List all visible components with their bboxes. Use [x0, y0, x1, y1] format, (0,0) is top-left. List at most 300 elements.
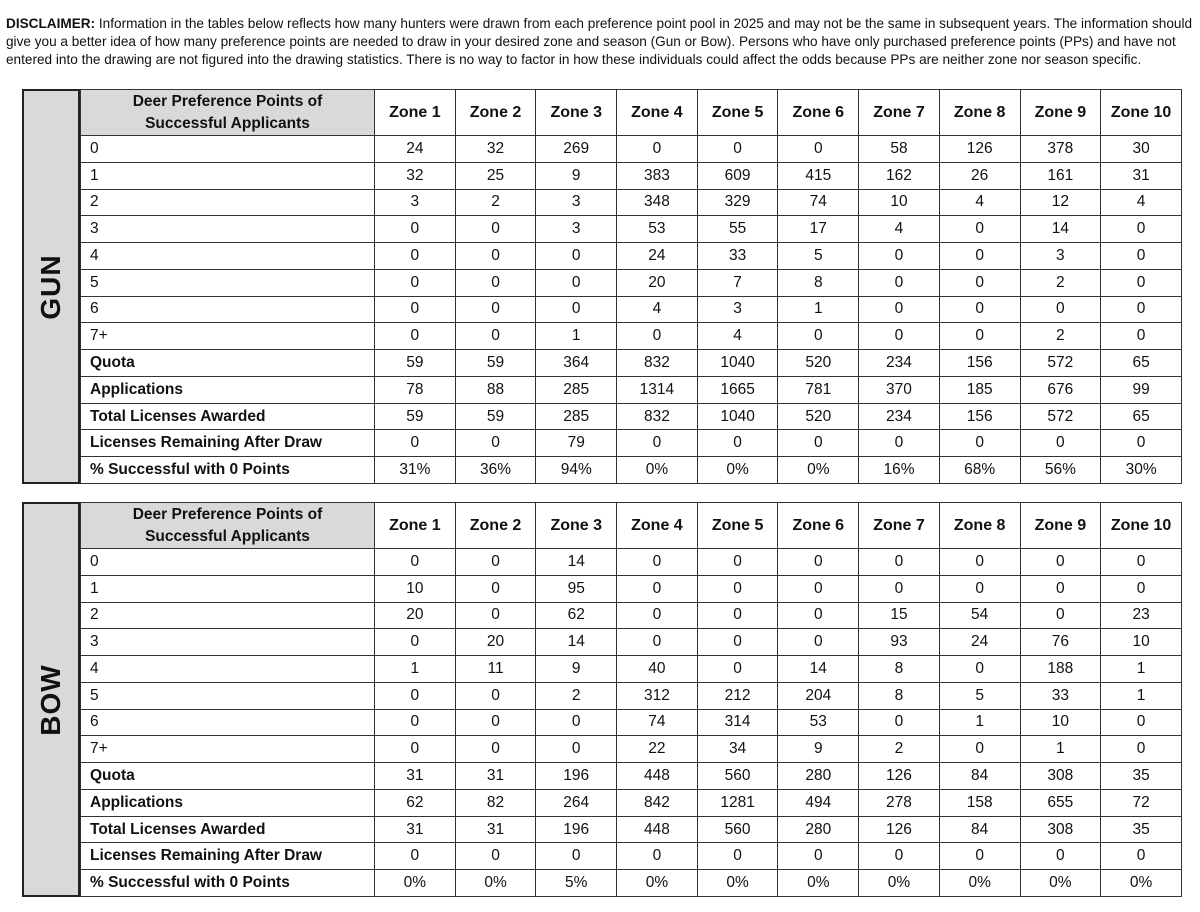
table-cell: 14: [778, 656, 859, 683]
table-cell: 0: [1020, 430, 1101, 457]
table-cell: 0: [939, 323, 1020, 350]
table-cell: 156: [939, 350, 1020, 377]
row-label: Total Licenses Awarded: [81, 816, 375, 843]
table-cell: 0: [375, 216, 456, 243]
table-cell: 0%: [778, 457, 859, 484]
table-cell: 93: [859, 629, 940, 656]
header-label-cell: [81, 90, 375, 136]
table-cell: 0: [1020, 602, 1101, 629]
table-header-row: [81, 503, 1182, 549]
zone-header: Zone 5: [697, 503, 778, 549]
row-label: Total Licenses Awarded: [81, 403, 375, 430]
table-cell: 65: [1101, 350, 1182, 377]
table-cell: 10: [859, 189, 940, 216]
table-cell: 36%: [455, 457, 536, 484]
table-cell: 0: [617, 843, 698, 870]
table-cell: 3: [536, 189, 617, 216]
table-cell: 0: [455, 296, 536, 323]
table-cell: 4: [1101, 189, 1182, 216]
table-row: [81, 656, 1182, 683]
table-cell: 0: [617, 430, 698, 457]
table-cell: 0: [617, 575, 698, 602]
row-label: 2: [81, 189, 375, 216]
table-cell: 0: [778, 843, 859, 870]
table-header-row: [81, 90, 1182, 136]
table-cell: 0: [617, 602, 698, 629]
table-cell: 278: [859, 789, 940, 816]
table-row: [81, 843, 1182, 870]
table-cell: 59: [455, 350, 536, 377]
table-row: [81, 763, 1182, 790]
table-cell: 33: [1020, 682, 1101, 709]
table-cell: 0: [939, 243, 1020, 270]
table-cell: 2: [455, 189, 536, 216]
table-cell: 0: [455, 323, 536, 350]
table-cell: 0%: [375, 870, 456, 897]
table-cell: 33: [697, 243, 778, 270]
row-label: % Successful with 0 Points: [81, 457, 375, 484]
table-cell: 781: [778, 376, 859, 403]
table-cell: 0: [536, 736, 617, 763]
table-cell: 0: [1020, 549, 1101, 576]
disclaimer-label: DISCLAIMER:: [6, 16, 96, 31]
table-cell: 1040: [697, 403, 778, 430]
table-cell: 68%: [939, 457, 1020, 484]
table-row: [81, 816, 1182, 843]
table-cell: 15: [859, 602, 940, 629]
table-cell: 7: [697, 269, 778, 296]
table-cell: 842: [617, 789, 698, 816]
table-cell: 188: [1020, 656, 1101, 683]
table-cell: 196: [536, 763, 617, 790]
table-cell: 0: [375, 323, 456, 350]
table-cell: 158: [939, 789, 1020, 816]
table-cell: 0: [859, 430, 940, 457]
table-cell: 308: [1020, 816, 1101, 843]
table-cell: 832: [617, 403, 698, 430]
table-cell: 95: [536, 575, 617, 602]
table-row: [81, 575, 1182, 602]
table-cell: 0: [939, 549, 1020, 576]
table-cell: 0: [1101, 575, 1182, 602]
table-cell: 0: [375, 430, 456, 457]
table-cell: 676: [1020, 376, 1101, 403]
table-cell: 161: [1020, 162, 1101, 189]
table-cell: 185: [939, 376, 1020, 403]
zone-header: Zone 1: [375, 503, 456, 549]
table-cell: 0%: [859, 870, 940, 897]
table-cell: 3: [375, 189, 456, 216]
table-cell: 609: [697, 162, 778, 189]
table-cell: 14: [536, 629, 617, 656]
zone-header: Zone 7: [859, 90, 940, 136]
table-cell: 196: [536, 816, 617, 843]
gun-season-text: GUN: [35, 253, 66, 320]
table-cell: 5: [939, 682, 1020, 709]
table-row: [81, 430, 1182, 457]
table-cell: 55: [697, 216, 778, 243]
table-cell: 1: [1101, 656, 1182, 683]
zone-header: Zone 2: [455, 90, 536, 136]
table-cell: 65: [1101, 403, 1182, 430]
table-cell: 378: [1020, 136, 1101, 163]
table-cell: 88: [455, 376, 536, 403]
table-cell: 0: [455, 736, 536, 763]
table-cell: 0: [536, 269, 617, 296]
table-cell: 0: [375, 296, 456, 323]
table-row: [81, 629, 1182, 656]
row-label: Quota: [81, 350, 375, 377]
row-label: 6: [81, 709, 375, 736]
table-cell: 0: [859, 843, 940, 870]
table-cell: 0: [375, 629, 456, 656]
table-cell: 23: [1101, 602, 1182, 629]
zone-header: Zone 10: [1101, 90, 1182, 136]
table-cell: 0: [859, 575, 940, 602]
table-cell: 0%: [617, 457, 698, 484]
table-cell: 34: [697, 736, 778, 763]
table-cell: 1281: [697, 789, 778, 816]
table-cell: 14: [1020, 216, 1101, 243]
table-row: [81, 376, 1182, 403]
table-cell: 59: [455, 403, 536, 430]
table-cell: 1665: [697, 376, 778, 403]
table-cell: 0: [1101, 549, 1182, 576]
table-cell: 0: [697, 843, 778, 870]
table-cell: 234: [859, 403, 940, 430]
table-cell: 84: [939, 763, 1020, 790]
table-cell: 0: [778, 136, 859, 163]
table-cell: 0: [778, 430, 859, 457]
table-cell: 12: [1020, 189, 1101, 216]
table-cell: 31: [455, 763, 536, 790]
header-label-line1: Deer Preference Points of: [132, 92, 323, 110]
table-cell: 560: [697, 763, 778, 790]
table-cell: 0: [859, 269, 940, 296]
table-cell: 0: [1101, 243, 1182, 270]
row-label: Licenses Remaining After Draw: [81, 430, 375, 457]
table-cell: 10: [1101, 629, 1182, 656]
table-cell: 329: [697, 189, 778, 216]
table-cell: 0: [939, 296, 1020, 323]
table-row: [81, 870, 1182, 897]
table-cell: 8: [859, 682, 940, 709]
table-cell: 0: [375, 243, 456, 270]
row-label: 3: [81, 629, 375, 656]
table-cell: 31: [1101, 162, 1182, 189]
table-cell: 16%: [859, 457, 940, 484]
zone-header: Zone 4: [617, 90, 698, 136]
table-cell: 0: [375, 709, 456, 736]
table-cell: 415: [778, 162, 859, 189]
table-cell: 448: [617, 763, 698, 790]
table-cell: 22: [617, 736, 698, 763]
table-cell: 30%: [1101, 457, 1182, 484]
table-cell: 126: [939, 136, 1020, 163]
table-cell: 0: [1101, 843, 1182, 870]
table-cell: 56%: [1020, 457, 1101, 484]
table-cell: 1: [778, 296, 859, 323]
row-label: % Successful with 0 Points: [81, 870, 375, 897]
gun-table-panel: [22, 89, 1182, 484]
row-label: 1: [81, 162, 375, 189]
zone-header: Zone 8: [939, 90, 1020, 136]
table-cell: 2: [536, 682, 617, 709]
table-cell: 31%: [375, 457, 456, 484]
table-cell: 32: [455, 136, 536, 163]
zone-header: Zone 2: [455, 503, 536, 549]
table-cell: 0: [455, 843, 536, 870]
zone-header: Zone 10: [1101, 503, 1182, 549]
table-cell: 0: [697, 656, 778, 683]
table-cell: 494: [778, 789, 859, 816]
table-cell: 4: [859, 216, 940, 243]
table-cell: 0: [1101, 216, 1182, 243]
table-cell: 1: [1101, 682, 1182, 709]
zone-header: Zone 8: [939, 503, 1020, 549]
table-cell: 0%: [939, 870, 1020, 897]
table-cell: 1: [1020, 736, 1101, 763]
row-label: 5: [81, 682, 375, 709]
table-cell: 0%: [1020, 870, 1101, 897]
table-cell: 1: [939, 709, 1020, 736]
table-cell: 370: [859, 376, 940, 403]
table-cell: 2: [1020, 323, 1101, 350]
table-row: [81, 350, 1182, 377]
table-cell: 74: [778, 189, 859, 216]
row-label: 2: [81, 602, 375, 629]
table-cell: 14: [536, 549, 617, 576]
table-row: [81, 457, 1182, 484]
bow-season-label: [22, 502, 80, 897]
table-cell: 234: [859, 350, 940, 377]
table-cell: 10: [1020, 709, 1101, 736]
table-cell: 0: [536, 843, 617, 870]
table-cell: 24: [939, 629, 1020, 656]
table-row: [81, 602, 1182, 629]
table-cell: 0: [939, 656, 1020, 683]
table-cell: 94%: [536, 457, 617, 484]
table-cell: 0: [939, 575, 1020, 602]
table-cell: 8: [859, 656, 940, 683]
table-cell: 10: [375, 575, 456, 602]
table-cell: 0: [1101, 323, 1182, 350]
table-cell: 0%: [617, 870, 698, 897]
table-cell: 285: [536, 403, 617, 430]
bow-table-panel: [22, 502, 1182, 897]
zone-header: Zone 3: [536, 90, 617, 136]
table-cell: 0: [455, 243, 536, 270]
bow-table: [80, 502, 1182, 897]
table-cell: 0: [375, 843, 456, 870]
table-cell: 0: [939, 430, 1020, 457]
table-cell: 99: [1101, 376, 1182, 403]
table-row: [81, 403, 1182, 430]
table-cell: 126: [859, 763, 940, 790]
table-cell: 82: [455, 789, 536, 816]
table-cell: 0: [859, 709, 940, 736]
table-cell: 162: [859, 162, 940, 189]
table-cell: 20: [617, 269, 698, 296]
table-cell: 62: [536, 602, 617, 629]
table-cell: 17: [778, 216, 859, 243]
zone-header: Zone 4: [617, 503, 698, 549]
table-cell: 0: [859, 549, 940, 576]
table-cell: 448: [617, 816, 698, 843]
table-cell: 204: [778, 682, 859, 709]
table-cell: 655: [1020, 789, 1101, 816]
table-cell: 0: [697, 549, 778, 576]
table-cell: 0: [778, 602, 859, 629]
table-cell: 0%: [778, 870, 859, 897]
table-cell: 0: [1101, 430, 1182, 457]
table-cell: 0: [455, 709, 536, 736]
table-cell: 20: [455, 629, 536, 656]
table-cell: 4: [617, 296, 698, 323]
disclaimer: [6, 15, 1196, 69]
table-cell: 1: [375, 656, 456, 683]
table-cell: 54: [939, 602, 1020, 629]
table-cell: 0: [859, 243, 940, 270]
table-cell: 2: [859, 736, 940, 763]
table-cell: 0: [1101, 709, 1182, 736]
table-cell: 72: [1101, 789, 1182, 816]
table-cell: 0: [697, 136, 778, 163]
row-label: 6: [81, 296, 375, 323]
table-cell: 0: [939, 843, 1020, 870]
table-cell: 285: [536, 376, 617, 403]
table-cell: 0: [536, 243, 617, 270]
zone-header: Zone 5: [697, 90, 778, 136]
table-cell: 0: [697, 430, 778, 457]
table-cell: 0: [1020, 575, 1101, 602]
table-cell: 0: [617, 549, 698, 576]
table-cell: 0%: [455, 870, 536, 897]
table-cell: 0: [455, 430, 536, 457]
disclaimer-text: Information in the tables below reflects how many hunters were drawn from each preference point pool in 2025 and may not be the same in subsequent years. The information should give you a better idea of how many preference points are needed to draw in your desired zone and season (Gun or Bow). Persons who have only purchased preference points (PPs) and have not entered into the drawing are not figured into the drawing statistics. There is no way to factor in how these individuals could affect the odds because PPs are neither zone nor season specific.: [6, 16, 1193, 67]
table-cell: 24: [617, 243, 698, 270]
table-row: [81, 709, 1182, 736]
table-cell: 11: [455, 656, 536, 683]
table-cell: 1: [536, 323, 617, 350]
table-cell: 264: [536, 789, 617, 816]
table-cell: 78: [375, 376, 456, 403]
table-row: [81, 789, 1182, 816]
table-cell: 0: [455, 602, 536, 629]
table-cell: 53: [617, 216, 698, 243]
table-cell: 520: [778, 350, 859, 377]
zone-header: Zone 3: [536, 503, 617, 549]
header-label-line2: Successful Applicants: [145, 114, 310, 132]
table-cell: 0: [697, 575, 778, 602]
row-label: Applications: [81, 376, 375, 403]
table-cell: 31: [375, 763, 456, 790]
zone-header: Zone 7: [859, 503, 940, 549]
row-label: Licenses Remaining After Draw: [81, 843, 375, 870]
table-cell: 31: [375, 816, 456, 843]
table-cell: 0: [536, 709, 617, 736]
table-cell: 0%: [1101, 870, 1182, 897]
table-cell: 0%: [697, 457, 778, 484]
table-cell: 53: [778, 709, 859, 736]
table-cell: 0%: [697, 870, 778, 897]
table-cell: 32: [375, 162, 456, 189]
zone-header: Zone 9: [1020, 90, 1101, 136]
table-cell: 0: [1101, 296, 1182, 323]
table-cell: 62: [375, 789, 456, 816]
table-cell: 4: [939, 189, 1020, 216]
table-cell: 84: [939, 816, 1020, 843]
row-label: Quota: [81, 763, 375, 790]
table-cell: 9: [536, 656, 617, 683]
table-cell: 24: [375, 136, 456, 163]
table-cell: 0: [375, 682, 456, 709]
table-cell: 308: [1020, 763, 1101, 790]
table-cell: 76: [1020, 629, 1101, 656]
table-cell: 280: [778, 816, 859, 843]
table-cell: 832: [617, 350, 698, 377]
table-cell: 212: [697, 682, 778, 709]
zone-header: Zone 6: [778, 90, 859, 136]
zone-header: Zone 9: [1020, 503, 1101, 549]
table-cell: 8: [778, 269, 859, 296]
table-cell: 20: [375, 602, 456, 629]
table-cell: 0: [375, 269, 456, 296]
table-cell: 79: [536, 430, 617, 457]
row-label: 3: [81, 216, 375, 243]
table-cell: 0: [778, 575, 859, 602]
table-cell: 0: [697, 629, 778, 656]
row-label: 7+: [81, 736, 375, 763]
table-row: [81, 323, 1182, 350]
table-cell: 0: [617, 136, 698, 163]
table-cell: 0: [1020, 843, 1101, 870]
table-cell: 3: [697, 296, 778, 323]
table-cell: 560: [697, 816, 778, 843]
table-cell: 3: [536, 216, 617, 243]
table-cell: 74: [617, 709, 698, 736]
table-row: [81, 549, 1182, 576]
table-row: [81, 162, 1182, 189]
table-row: [81, 736, 1182, 763]
table-cell: 0: [778, 323, 859, 350]
header-label-cell: [81, 503, 375, 549]
table-cell: 5: [778, 243, 859, 270]
zone-header: Zone 6: [778, 503, 859, 549]
table-cell: 364: [536, 350, 617, 377]
table-cell: 572: [1020, 350, 1101, 377]
gun-table: [80, 89, 1182, 484]
row-label: Applications: [81, 789, 375, 816]
table-cell: 0: [455, 549, 536, 576]
table-cell: 312: [617, 682, 698, 709]
table-cell: 0: [617, 323, 698, 350]
table-cell: 59: [375, 403, 456, 430]
table-cell: 9: [778, 736, 859, 763]
table-row: [81, 682, 1182, 709]
header-label-line2: Successful Applicants: [145, 527, 310, 545]
table-row: [81, 296, 1182, 323]
table-cell: 5%: [536, 870, 617, 897]
table-cell: 0: [617, 629, 698, 656]
table-cell: 59: [375, 350, 456, 377]
table-cell: 35: [1101, 763, 1182, 790]
table-cell: 314: [697, 709, 778, 736]
table-row: [81, 189, 1182, 216]
row-label: 7+: [81, 323, 375, 350]
row-label: 4: [81, 243, 375, 270]
table-cell: 35: [1101, 816, 1182, 843]
